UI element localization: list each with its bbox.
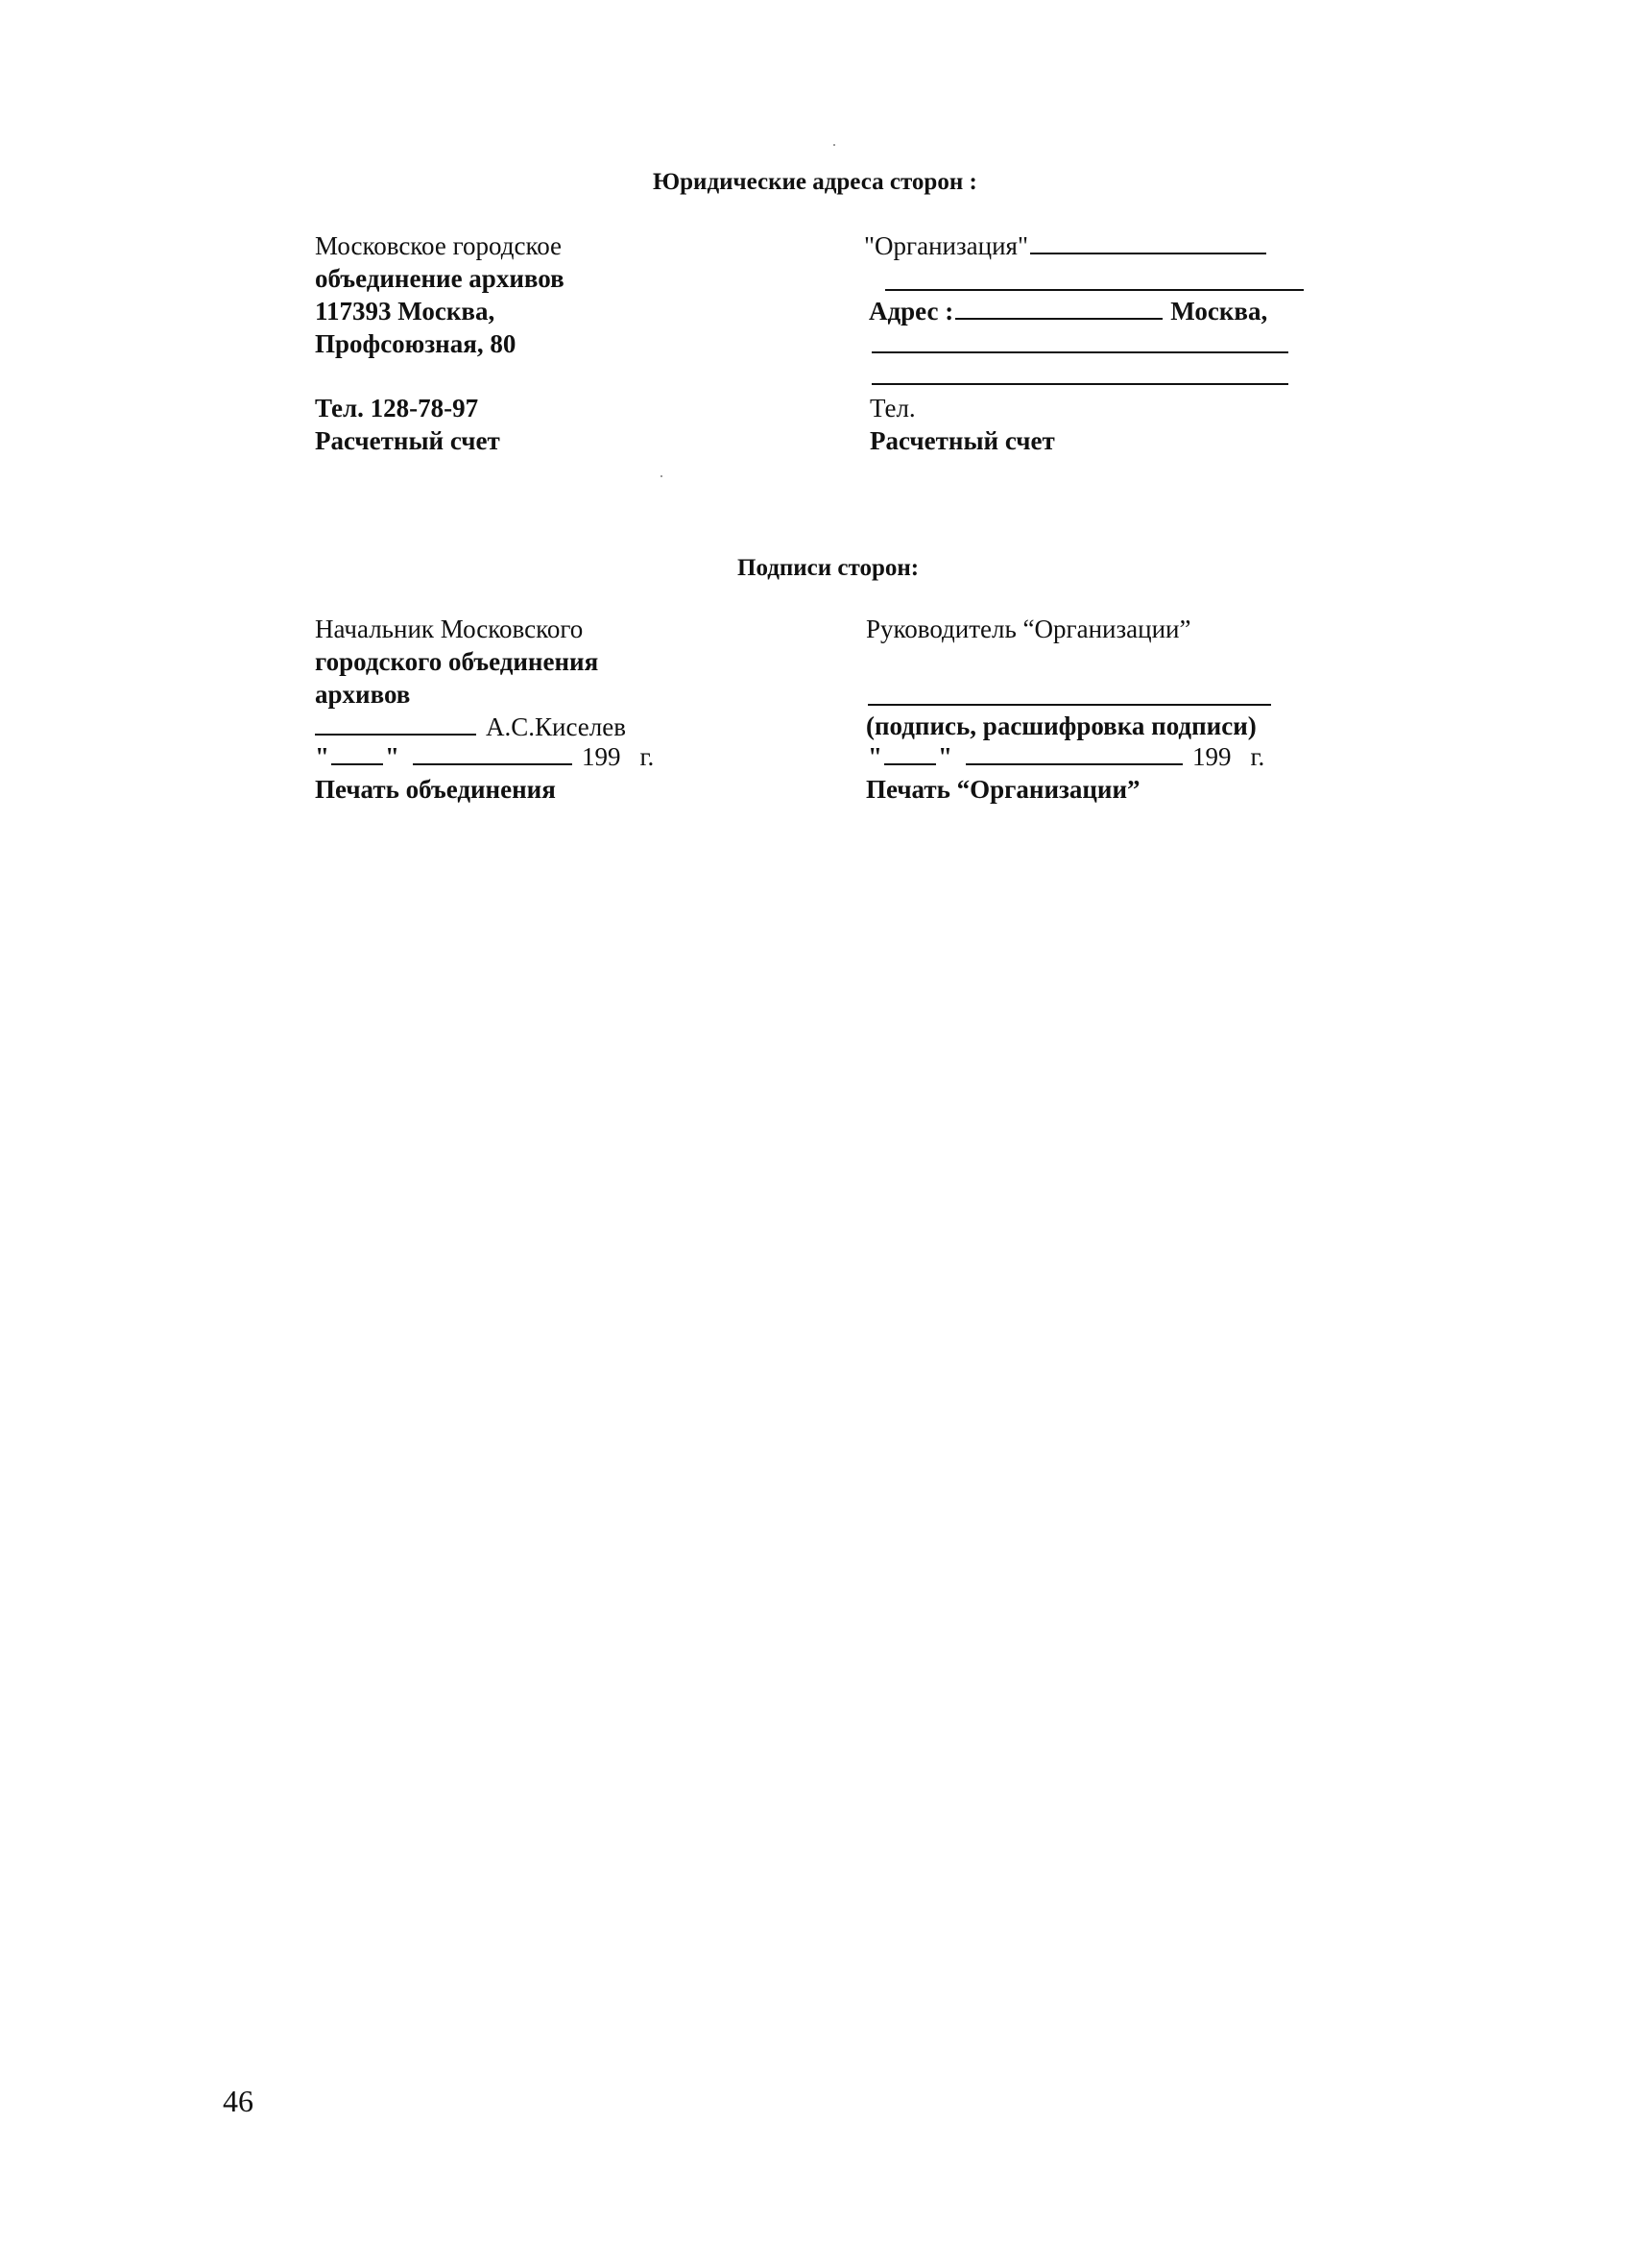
left-address-line2: объединение архивов <box>315 264 564 293</box>
address-blank-line3 <box>872 383 1288 385</box>
left-date-close-quote: " <box>385 742 399 771</box>
right-date-line <box>868 744 1264 770</box>
left-seal: Печать объединения <box>315 775 556 804</box>
left-address-line1: Московское городское <box>315 231 563 260</box>
left-date-open-quote: " <box>315 742 329 771</box>
right-day-blank <box>884 763 936 765</box>
right-month-blank <box>966 763 1183 765</box>
right-seal: Печать “Организации” <box>866 775 1141 804</box>
left-date-line <box>315 744 654 770</box>
left-signature-blank <box>315 734 476 736</box>
right-address-label: Адрес : <box>869 297 954 326</box>
left-year: 199 <box>582 742 621 771</box>
right-city: Москва, <box>1170 297 1268 326</box>
right-date-open-quote: " <box>868 742 882 771</box>
left-sign-line3: архивов <box>315 680 411 709</box>
left-signer-name: А.С.Киселев <box>486 712 626 741</box>
org-name-blank <box>1030 253 1266 254</box>
left-sign-line1: Начальник Московского <box>315 615 584 643</box>
right-org-name: "Организация" <box>864 231 1028 260</box>
right-date-close-quote: " <box>938 742 952 771</box>
left-day-blank <box>331 763 383 765</box>
scan-speck <box>833 144 835 146</box>
left-sign-line2: городского объединения <box>315 647 599 676</box>
scan-speck <box>660 475 662 477</box>
right-year: 199 <box>1192 742 1232 771</box>
right-account: Расчетный счет <box>870 426 1055 455</box>
right-phone: Тел. <box>870 394 916 422</box>
left-address-line3: 117393 Москва, <box>315 297 495 326</box>
left-signer-line <box>315 714 626 740</box>
heading-legal-addresses: Юридические адреса сторон : <box>653 169 977 195</box>
address-blank <box>955 318 1163 320</box>
heading-signatures: Подписи сторон: <box>737 555 920 581</box>
right-sign-line1: Руководитель “Организации” <box>866 615 1191 643</box>
page-number: 46 <box>223 2084 253 2118</box>
left-month-blank <box>413 763 572 765</box>
left-year-suffix: г. <box>639 742 655 771</box>
right-signature-blank <box>868 704 1271 706</box>
right-org-line <box>864 233 1268 259</box>
org-name-blank-continued <box>885 289 1304 291</box>
right-year-suffix: г. <box>1250 742 1265 771</box>
address-blank-line2 <box>872 351 1288 353</box>
left-phone: Тел. 128-78-97 <box>315 394 479 422</box>
right-signature-hint: (подпись, расшифровка подписи) <box>866 712 1257 740</box>
left-address-line4: Профсоюзная, 80 <box>315 329 516 358</box>
left-account: Расчетный счет <box>315 426 500 455</box>
right-address-line <box>869 299 1267 325</box>
